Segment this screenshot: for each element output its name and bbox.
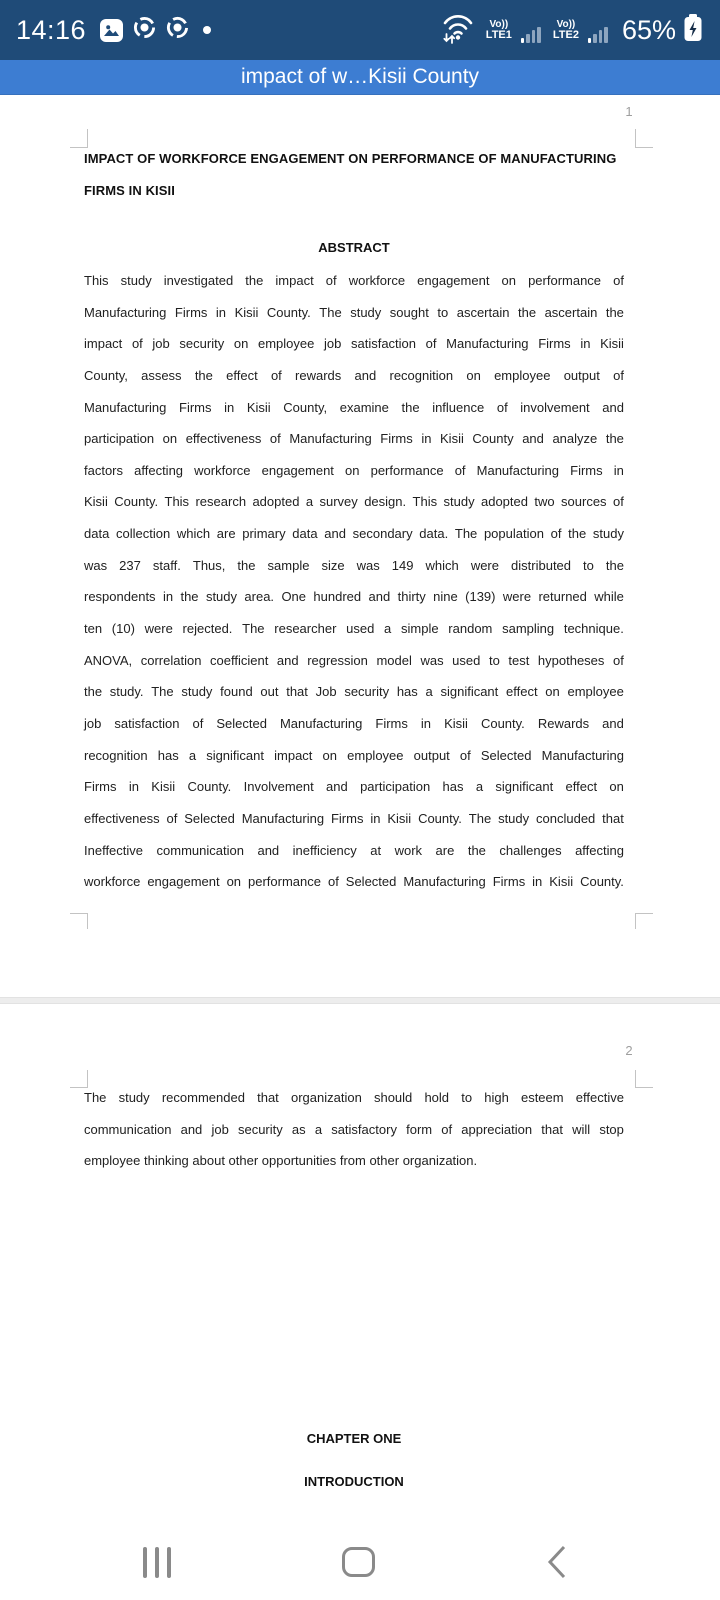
text-line: workforce engagement on performance of Selected Manufacturing Firms in Kisii County. <box>84 874 624 890</box>
page-number: 2 <box>625 1043 633 1058</box>
text-line: County, assess the effect of rewards and recognition on employee output of <box>84 367 624 383</box>
document-title: impact of w…Kisii County <box>240 65 480 88</box>
text-line: Manufacturing Firms in Kisii County. The study sought to ascertain the ascertain the <box>84 304 624 320</box>
text-line: Ineffective communication and inefficiency at work are the challenges affecting <box>84 842 624 858</box>
section-heading: INTRODUCTION <box>304 1474 404 1489</box>
document-heading-line: FIRMS IN KISII <box>84 183 175 198</box>
text-line: employee thinking about other opportunities from other organization. <box>84 1153 478 1169</box>
text-line: communication and job security as a satisfactory form of appreciation that will stop <box>84 1121 624 1137</box>
gallery-icon <box>100 19 123 42</box>
chrome-icon-2 <box>166 16 189 44</box>
text-line: data collection which are primary data and secondary data. The population of the study <box>84 526 624 542</box>
text-line: recognition has a significant impact on employee output of Selected Manufacturing <box>84 747 624 763</box>
back-button[interactable] <box>518 1534 598 1590</box>
text-line: effectiveness of Selected Manufacturing Firms in Kisii County. The study concluded that <box>84 810 624 826</box>
home-button[interactable] <box>318 1534 398 1590</box>
clock: 14:16 <box>16 14 87 45</box>
text-line: ten (10) were rejected. The researcher used a simple random sampling technique. <box>84 621 624 637</box>
margin-corner-mark <box>635 913 653 929</box>
document-heading-line: IMPACT OF WORKFORCE ENGAGEMENT ON PERFORMANCE OF MANUFACTURING <box>84 151 617 166</box>
network1-label: Vo)) LTE1 <box>485 19 512 41</box>
notification-dot-icon <box>203 26 211 34</box>
page-separator <box>0 997 720 1004</box>
text-line: job satisfaction of Selected Manufacturing Firms in Kisii County. Rewards and <box>84 715 624 731</box>
margin-corner-mark <box>70 129 88 148</box>
home-icon <box>342 1547 375 1577</box>
chrome-icon <box>133 16 156 44</box>
status-bar-right <box>440 12 704 49</box>
abstract-paragraph <box>84 265 624 898</box>
text-line: respondents in the study area. One hundred and thirty nine (139) were returned while <box>84 589 624 605</box>
page-number: 1 <box>625 104 633 119</box>
chapter-heading: CHAPTER ONE <box>306 1431 402 1446</box>
status-bar-left <box>16 15 211 46</box>
text-line: Firms in Kisii County. Involvement and participation has a significant effect on <box>84 779 624 795</box>
recommendation-paragraph <box>84 1082 624 1177</box>
text-line: participation on effectiveness of Manufacturing Firms in Kisii County and analyze the <box>84 431 624 447</box>
recents-icon <box>143 1547 171 1578</box>
text-line: Kisii County. This research adopted a survey design. This study adopted two sources of <box>84 494 624 510</box>
margin-corner-mark <box>635 1070 653 1088</box>
wifi-icon <box>440 12 476 49</box>
text-line: factors affecting workforce engagement on performance of Manufacturing Firms in <box>84 462 624 478</box>
signal-bars-icon-2 <box>588 26 608 43</box>
text-line: was 237 staff. Thus, the sample size was 149 which were distributed to the <box>84 557 624 573</box>
android-nav-bar <box>0 1520 720 1600</box>
back-icon <box>546 1545 570 1579</box>
text-line: Manufacturing Firms in Kisii County, examine the influence of involvement and <box>84 399 624 415</box>
app-title-bar[interactable] <box>0 60 720 95</box>
battery-percent: 65% <box>621 14 676 45</box>
abstract-heading: ABSTRACT <box>318 240 390 255</box>
battery-charging-icon <box>682 13 704 48</box>
text-line: ANOVA, correlation coefficient and regression model was used to test hypotheses of <box>84 652 624 668</box>
recents-button[interactable] <box>117 1534 197 1590</box>
margin-corner-mark <box>635 129 653 148</box>
margin-corner-mark <box>70 913 88 929</box>
text-line: the study. The study found out that Job security has a significant effect on employee <box>84 684 624 700</box>
network2-label: Vo)) LTE2 <box>552 19 579 41</box>
text-line: This study investigated the impact of workforce engagement on performance of <box>84 273 624 288</box>
status-bar <box>0 0 720 60</box>
text-line: impact of job security on employee job satisfaction of Manufacturing Firms in Kisii <box>84 336 624 352</box>
signal-bars-icon <box>521 26 541 43</box>
text-line: The study recommended that organization should hold to high esteem effective <box>84 1090 624 1105</box>
